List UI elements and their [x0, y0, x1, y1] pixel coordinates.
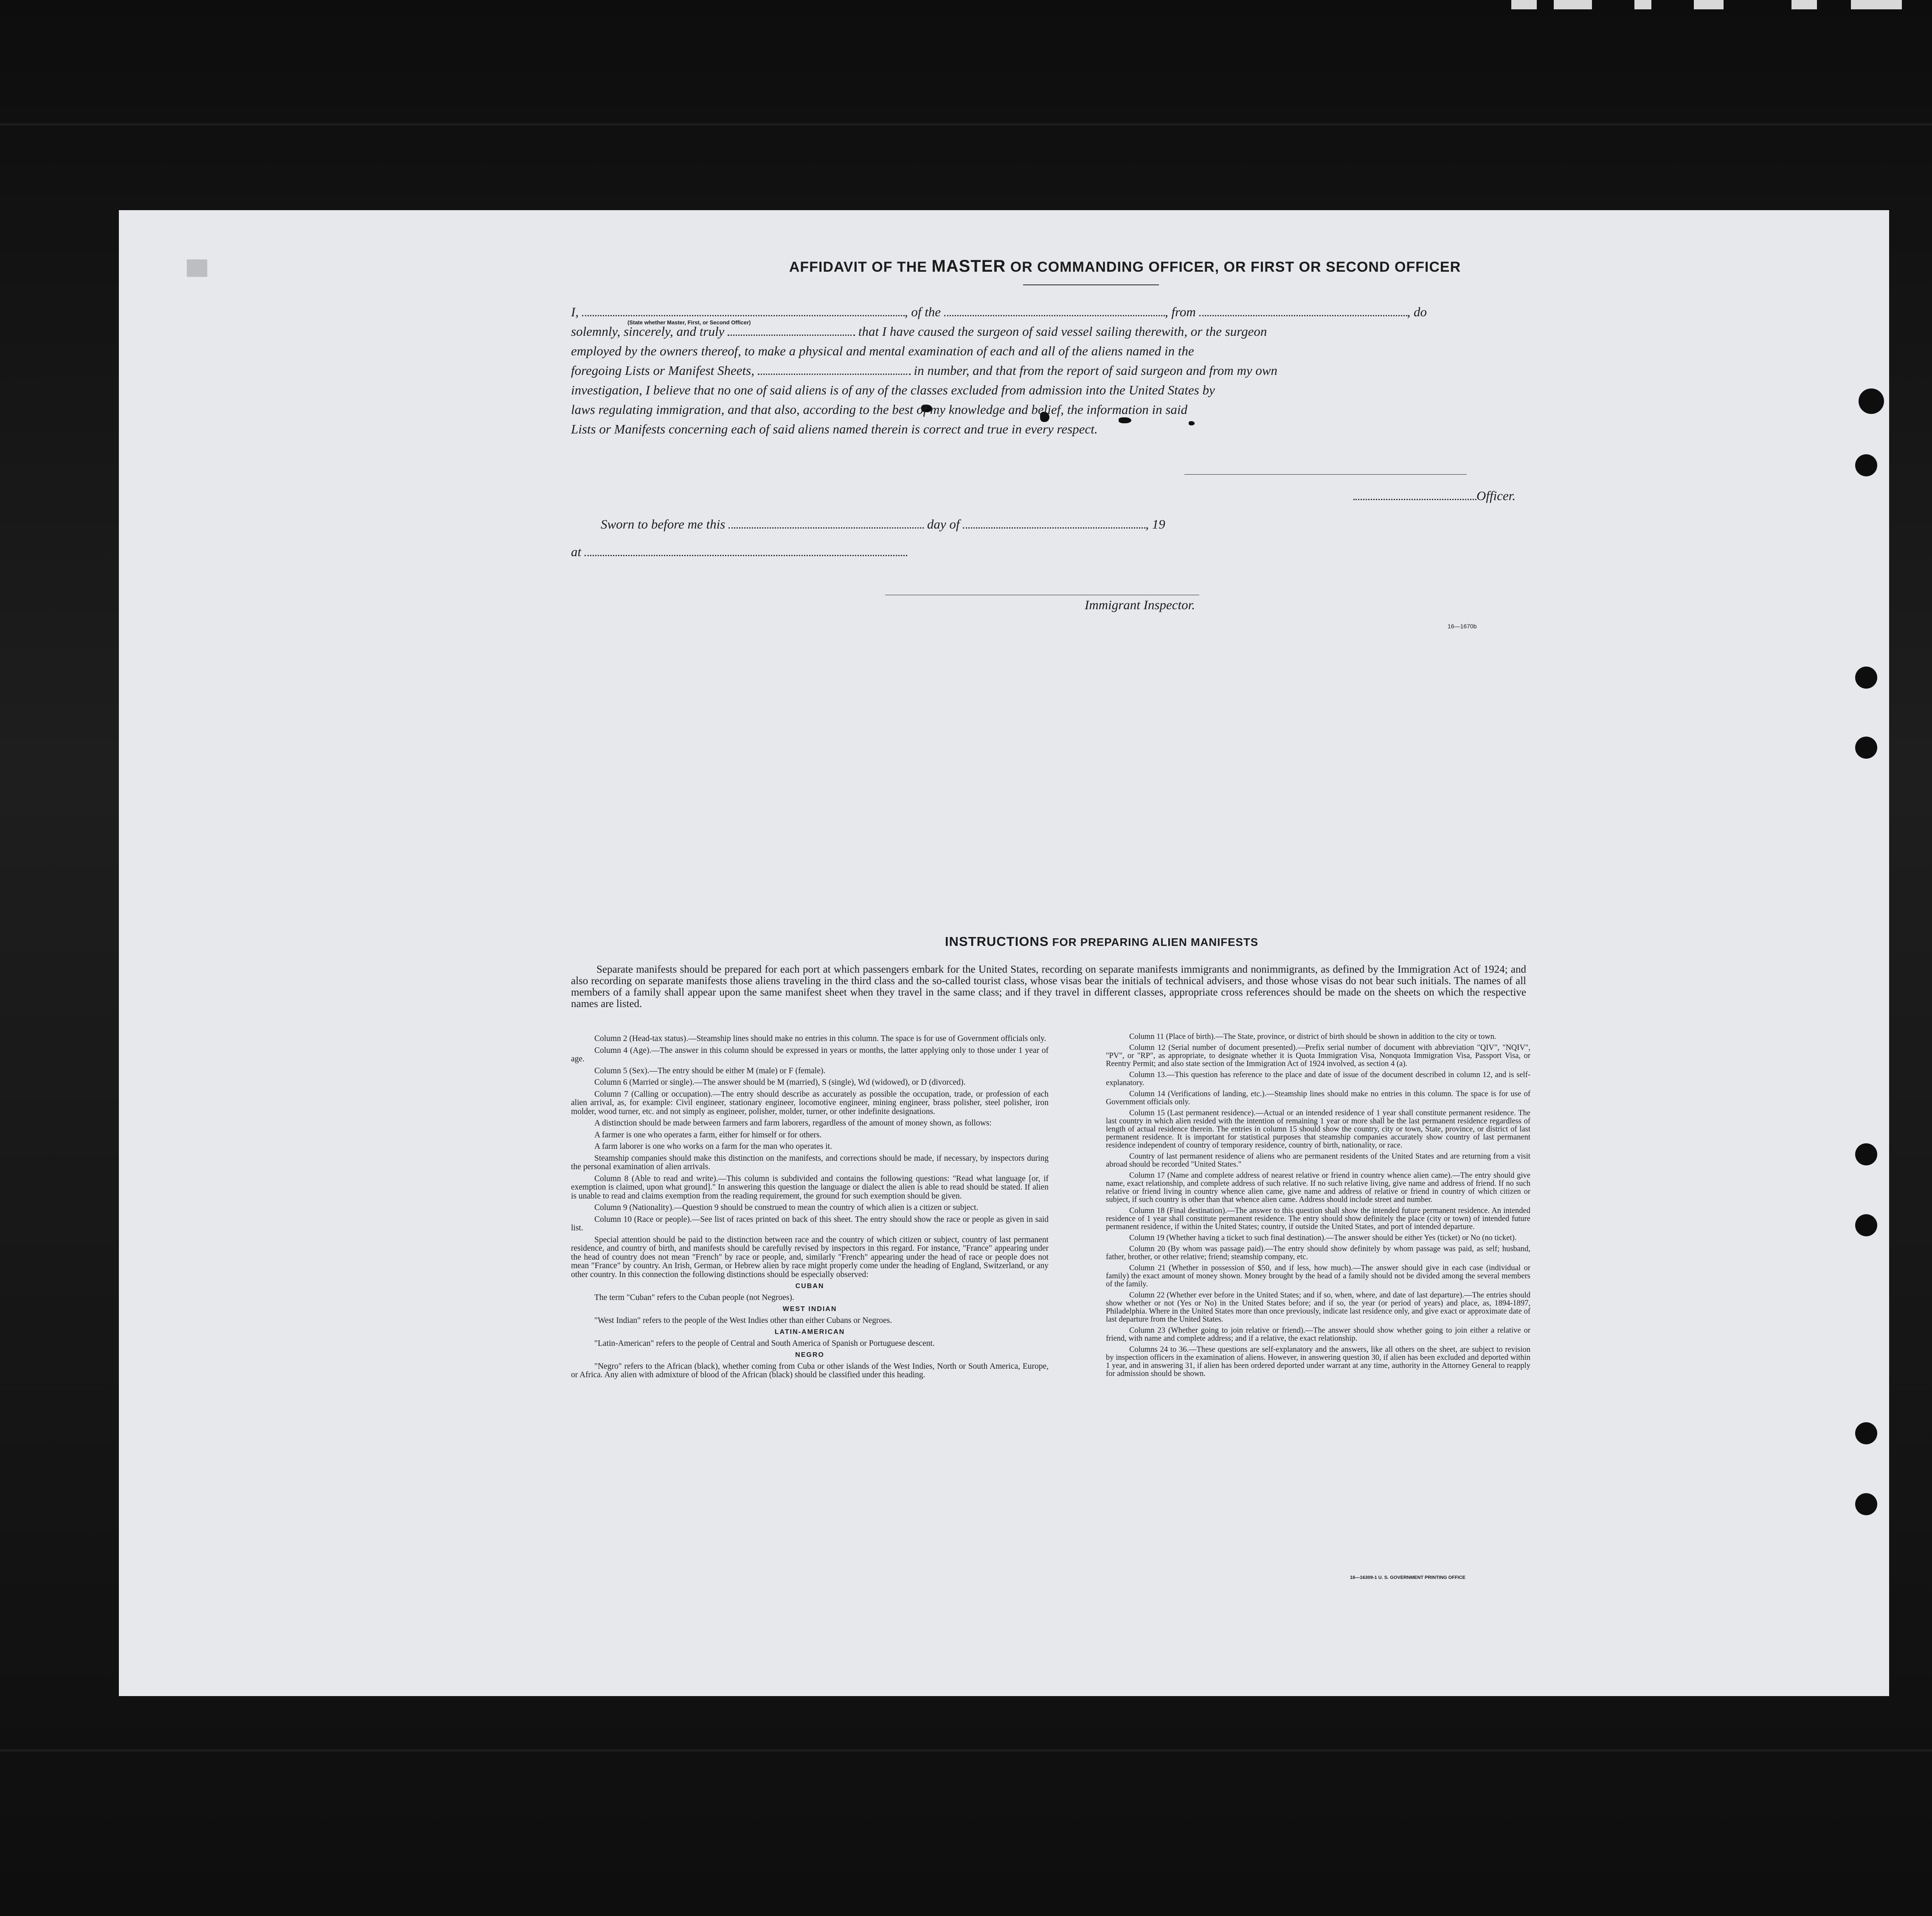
vessel-blank — [944, 305, 1165, 316]
affidavit-title: AFFIDAVIT OF THE MASTER OR COMMANDING OFFICER, OR FIRST OR SECOND OFFICER — [789, 257, 1461, 276]
port-blank — [1199, 305, 1407, 316]
affidavit-line-2: solemnly, sincerely, and truly that I have caused the surgeon of said vessel sailing therewith, or the surgeon — [571, 324, 1267, 339]
instr-farm-distinction: A distinction should be made between farmers and farm laborers, regardless of the amount of money shown, as follows: — [594, 1119, 992, 1128]
oath-blank — [728, 324, 855, 336]
sworn-place-line: at — [571, 544, 953, 560]
heading-latin-american: LATIN-AMERICAN — [774, 1328, 845, 1336]
instr-col8: Column 8 (Able to read and write).—This column is subdivided and contains the following questions: "Read what language [or, if exemption is claimed, upon what ground]." In answering this question the language or dialect the alien is able to read should be stated. If alien is unable to read and claims exemption from the reading requirement, the ground for such exemption should be given. — [571, 1174, 1049, 1201]
instr-negro: "Negro" refers to the African (black), whether coming from Cuba or other islands of the West Indies, North or South America, Europe, or Africa. Any alien with admixture of blood of the African (black) should be classified under this heading. — [571, 1362, 1049, 1379]
instructions-left-column — [571, 1035, 1049, 1383]
heading-west-indian: WEST INDIAN — [782, 1305, 837, 1313]
instr-col14: Column 14 (Verifications of landing, etc.).—Steamship lines should make no entries in this column. The space is for use of Government officials only. — [1106, 1090, 1530, 1106]
instr-cuban: The term "Cuban" refers to the Cuban people (not Negroes). — [594, 1293, 794, 1302]
punch-hole — [1855, 667, 1877, 689]
instr-returning-residents: Country of last permanent residence of aliens who are permanent residents of the United States and are returning from a visit abroad should be recorded "United States." — [1106, 1152, 1530, 1169]
punch-hole — [1855, 1143, 1877, 1165]
instr-col13: Column 13.—This question has reference to the place and date of issue of the document described in column 12, and is self-explanatory. — [1106, 1071, 1530, 1087]
instr-col23: Column 23 (Whether going to join relative or friend).—The answer should show whether going to join either a relative or friend, with name and complete address; and if a relative, the exact relationship. — [1106, 1326, 1530, 1343]
form-number: 16—1670b — [1448, 623, 1477, 630]
instr-steamship-distinction: Steamship companies should make this distinction on the manifests, and corrections should be made, if necessary, by inspectors during the personal examination of alien arrivals. — [571, 1154, 1049, 1171]
officer-rank-blank — [582, 305, 905, 316]
instr-col5: Column 5 (Sex).—The entry should be either M (male) or F (female). — [594, 1066, 826, 1075]
instructions-intro: Separate manifests should be prepared for each port at which passengers embark for the United States, recording on separate manifests immigrants and nonimmigrants, as defined by the Immigration Act of 1924; and also recording on separate manifests those aliens traveling in the third class and the so-called tourist class, whose visas bear the initials of technical advisers, and those whose visas do not bear such initials. The names of all members of a family shall appear upon the same manifest sheet when they travel in the same class; and if they travel in different classes, appropriate cross references should be made on the sheets on which the respective names are listed. — [571, 964, 1526, 1010]
instr-col11: Column 11 (Place of birth).—The State, province, or district of birth should be shown in addition to the city or town. — [1129, 1033, 1496, 1041]
heading-cuban: CUBAN — [795, 1283, 824, 1290]
instr-race-country: Special attention should be paid to the distinction between race and the country of which citizen or subject, country of last permanent residence, and country of birth, and manifests should be carefully revised by inspectors in this regard. For instance, "France" appearing under the head of country does not mean "French" by race or people, and, similarly "French" appearing under the head of race or people does not mean "France" by country. An Irish, German, or Hebrew alien by race might properly come under the heading of England, Switzerland, or any other country. In this connection the following distinctions should be especially observed: — [571, 1235, 1049, 1279]
affidavit-line-1: I, , of the , from , do — [571, 304, 1427, 319]
sheet-count-blank — [758, 363, 911, 375]
punch-hole — [1855, 1493, 1877, 1515]
affidavit-line-3: employed by the owners thereof, to make a physical and mental examination of each and all of the aliens named in the — [571, 343, 1194, 358]
instr-col18: Column 18 (Final destination).—The answer to this question shall show the intended future permanent residence. An intended residence of 1 year shall constitute permanent residence. The entry should show definitely the place (city or town) of intended future permanent residence, if within the United States; country, if outside the United States, and port of intended departure. — [1106, 1207, 1530, 1231]
punch-hole — [1855, 737, 1877, 759]
sworn-line: Sworn to before me this day of , 19 — [601, 517, 1165, 532]
punch-hole — [1855, 454, 1877, 476]
affidavit-line-4: foregoing Lists or Manifest Sheets, in number, and that from the report of said surgeon and from my own — [571, 363, 1278, 378]
punch-hole — [1855, 1214, 1877, 1236]
sworn-day-blank — [728, 517, 924, 529]
officer-title-blank — [1353, 489, 1476, 500]
sworn-place-blank — [585, 545, 907, 556]
instr-col19: Column 19 (Whether having a ticket to such final destination).—The answer should be either Yes (ticket) or No (no ticket). — [1129, 1234, 1517, 1242]
instr-col22: Column 22 (Whether ever before in the United States; and if so, when, where, and date of last departure).—The entries should show whether or not (Yes or No) in the United States before; and if so, the year (or period of years) and place, as, 1894-1897, Philadelphia. Where in the United States more than once previously, indicate last residence only, and give exact or approximate date of last departure from the United States. — [1106, 1291, 1530, 1324]
officer-signature-line — [1184, 474, 1467, 475]
scan-streak — [0, 123, 1932, 126]
printer-imprint: 16—16309-1 U. S. GOVERNMENT PRINTING OFFICE — [1350, 1575, 1466, 1580]
punch-hole — [1855, 1422, 1877, 1444]
instr-col17: Column 17 (Name and complete address of nearest relative or friend in country whence alien came).—The entry should give name, exact relationship, and complete address of such relative. If no such relative living, give name and address of friend. If no such relative or friend living in country whence alien came, give name and address of relative or friend in country of which citizen or subject, if such country is other than that whence alien came. Address should include street and number. — [1106, 1171, 1530, 1204]
instr-farmer: A farmer is one who operates a farm, either for himself or for others. — [594, 1130, 822, 1139]
punch-hole — [1859, 388, 1884, 414]
heading-negro: NEGRO — [795, 1351, 824, 1359]
instr-farm-laborer: A farm laborer is one who works on a farm for the man who operates it. — [594, 1142, 832, 1151]
instr-col15: Column 15 (Last permanent residence).—Actual or an intended residence of 1 year shall constitute permanent residence. The last country in which alien resided with the intention of remaining 1 year or more shall be the last permanent residence regardless of length of actual residence therein. The entries in column 15 should show the country, city or town, State, province, or district of last permanent residence. It is important for statistical purposes that steamship companies accurately show country of last permanent residence independent of country of temporary residence, country of birth, nationality, or race. — [1106, 1109, 1530, 1150]
title-underline — [1023, 284, 1159, 285]
faded-page-number: ██ — [187, 260, 208, 276]
instructions-title: INSTRUCTIONS FOR PREPARING ALIEN MANIFESTS — [945, 934, 1259, 949]
instructions-right-column — [1106, 1033, 1530, 1381]
instr-col10: Column 10 (Race or people).—See list of races printed on back of this sheet. The entry should show the race or people as given in said list. — [571, 1215, 1049, 1232]
officer-label-line: Officer. — [1329, 488, 1516, 504]
instr-col12: Column 12 (Serial number of document presented).—Prefix serial number of document with abbreviation "QIV", "NQIV", "PV", or "RP", as appropriate, to designate whether it is Quota Immigration Visa, Nonquota Immigration Visa, Passport Visa, or Reentry Permit; and also state section of the Immigration Act of 1924 involved, as section 4 (a). — [1106, 1044, 1530, 1068]
instr-col20: Column 20 (By whom was passage paid).—The entry should show definitely by whom passage was paid, as self; husband, father, brother, or other relative; friend; steamship company, etc. — [1106, 1245, 1530, 1261]
inspector-label: Immigrant Inspector. — [1085, 597, 1195, 612]
film-edge-marks — [1494, 0, 1932, 13]
sworn-month-blank — [963, 517, 1145, 529]
instr-col4: Column 4 (Age).—The answer in this column should be expressed in years or months, the latter applying only to those under 1 year of age. — [571, 1046, 1049, 1064]
instr-west-indian: "West Indian" refers to the people of the West Indies other than either Cubans or Negroes. — [594, 1316, 892, 1325]
instr-col9: Column 9 (Nationality).—Question 9 should be construed to mean the country of which alien is a citizen or subject. — [594, 1203, 979, 1212]
scan-streak — [0, 1749, 1932, 1752]
affidavit-line-7: Lists or Manifests concerning each of said aliens named therein is correct and true in every respect. — [571, 422, 1098, 436]
instr-col7: Column 7 (Calling or occupation).—The entry should describe as accurately as possible the occupation, trade, or profession of each alien arrival, as, for example: Civil engineer, stationary engineer, locomotive engineer, mining engineer, brass polisher, steel polisher, iron molder, wood turner, etc. and not simply as engineer, polisher, molder, turner, or other indefinite designations. — [571, 1089, 1049, 1116]
instr-latin-american: "Latin-American" refers to the people of Central and South America of Spanish or Portuguese descent. — [594, 1339, 935, 1348]
instr-col21: Column 21 (Whether in possession of $50, and if less, how much).—The answer should give in each case (individual or family) the exact amount of money shown. Money brought by the head of a family should not be divided among the several members of the family. — [1106, 1264, 1530, 1289]
instr-col6: Column 6 (Married or single).—The answer should be M (married), S (single), Wd (widowed), or D (divorced). — [594, 1078, 966, 1087]
affidavit-line-5: investigation, I believe that no one of said aliens is of any of the classes excluded from admission into the United States by — [571, 383, 1215, 397]
affidavit-line-6: laws regulating immigration, and that also, according to the best of my knowledge and belief, the information in said — [571, 402, 1188, 417]
instr-col2: Column 2 (Head-tax status).—Steamship lines should make no entries in this column. The space is for use of Government officials only. — [594, 1034, 1046, 1043]
manifest-sheet — [119, 210, 1889, 1696]
instr-col24-36: Columns 24 to 36.—These questions are self-explanatory and the answers, like all others on the sheet, are subject to revision by inspection officers in the examination of aliens. However, in answering question 30, if alien has been excluded and deported within 1 year, and in answering 31, if alien has been ordered deported under warrant at any time, authority in the Attorney General to reapply for admission should be shown. — [1106, 1345, 1530, 1378]
officer-rank-note: (State whether Master, First, or Second Officer) — [627, 319, 751, 326]
